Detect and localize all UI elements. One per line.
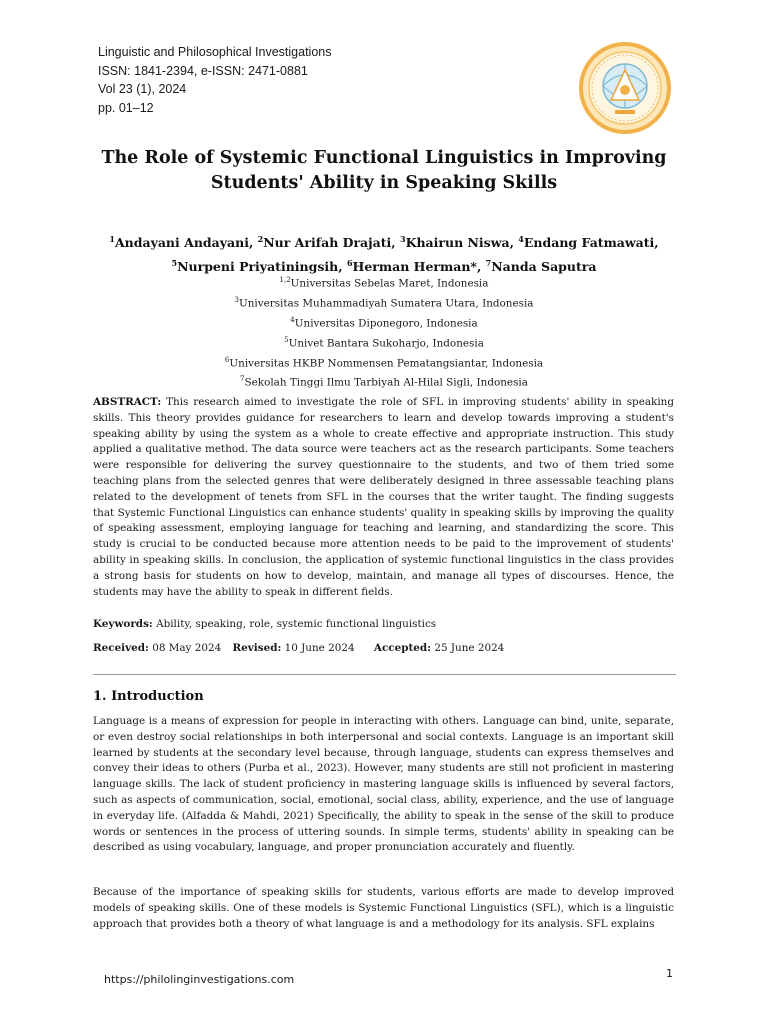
section-heading: 1. Introduction — [93, 689, 204, 704]
author-name: Nanda Saputra — [491, 259, 597, 275]
footer-url: https://philolinginvestigations.com — [104, 973, 295, 986]
journal-header — [98, 43, 331, 117]
keywords-text: Ability, speaking, role, systemic functional linguistics — [156, 618, 437, 630]
title-line-1: The Role of Systemic Functional Linguistics in Improving — [101, 148, 667, 168]
article-dates — [93, 640, 674, 656]
author-sup: 2 — [257, 234, 264, 244]
affiliation-item — [60, 312, 708, 332]
affiliation-sup: 1,2 — [279, 276, 291, 284]
revised-label: Revised: — [232, 642, 282, 654]
page-number: 1 — [666, 967, 673, 980]
affiliation-item — [60, 292, 708, 312]
affiliation-text: Universitas Muhammadiyah Sumatera Utara, Indonesia — [238, 297, 534, 310]
received-label: Received: — [93, 642, 149, 654]
author-sup: 5 — [171, 258, 178, 269]
affiliation-text: Sekolah Tinggi Ilmu Tarbiyah Al-Hilal Sigli, Indonesia — [244, 376, 528, 389]
keywords-label: Keywords: — [93, 618, 153, 630]
author-sup: 4 — [518, 234, 524, 244]
affiliation-sup: 6 — [224, 355, 230, 364]
affiliation-sup: 3 — [234, 295, 239, 304]
received-date: 08 May 2024 — [152, 642, 222, 654]
author-name: Herman Herman*, — [352, 259, 482, 275]
author-name: Andayani Andayani, — [114, 235, 254, 251]
abstract — [93, 395, 674, 600]
affiliation-text: Universitas Sebelas Maret, Indonesia — [290, 277, 489, 290]
affiliation-sup: 5 — [284, 335, 289, 344]
affiliation-item — [60, 352, 708, 372]
affiliation-item — [60, 272, 708, 292]
author-sup: 1 — [109, 234, 115, 244]
author-list — [60, 229, 708, 277]
journal-seal-icon — [577, 40, 673, 136]
body-paragraph-1: Language is a means of expression for people in interacting with others. Language can bind, unite, separate, or even destroy social relationships in both interpersonal and social contexts. Language is an important skill learned by students at the secondary level because, through language, students can express themselves and convey their ideas to others (Purba et al., 2023). However, many students are still not proficient in mastering language skills. The lack of student proficiency in mastering language skills is influenced by several factors, such as aspects of communication, social, emotional, social class, ability, experience, and the use of language in everyday life. (Alfadda & Mahdi, 2021) Specifically, the ability to speak in the sense of the skill to produce words or sentences in the process of uttering sounds. In simple terms, students' ability in speaking can be described as using vocabulary, language, and proper pronunciation accurately and fluently. — [93, 715, 674, 854]
journal-issn: ISSN: 1841-2394, e-ISSN: 2471-0881 — [98, 63, 308, 78]
journal-pages: pp. 01–12 — [98, 100, 154, 115]
affiliation-item — [60, 371, 708, 391]
paper-title — [60, 146, 708, 196]
affiliation-text: Univet Bantara Sukoharjo, Indonesia — [288, 337, 484, 350]
journal-name: Linguistic and Philosophical Investigations — [98, 45, 332, 59]
journal-volume: Vol 23 (1), 2024 — [98, 82, 187, 96]
section-divider — [93, 674, 676, 675]
author-name: Nurpeni Priyatiningsih, — [177, 259, 343, 275]
author-line-1 — [60, 229, 708, 253]
author-sup: 6 — [346, 258, 353, 269]
abstract-text: This research aimed to investigate the role of SFL in improving students' ability in speaking skills. This theory provides guidance for researchers to learn and develop towards improving a student's speaking ability by using the system as a whole to create effective and appropriate instruction. This study applied a qualitative method. The data source were teachers act as the research participants. Some teachers were responsible for delivering the survey questionnaire to the students, and two of them tried some teaching plans from the selected genres that were deliberately designed in three assessable teaching plans related to the development of tenets from SFL in the courses that the writer taught. The finding suggests that Systemic Functional Linguistics can enhance students' quality in speaking skills by improving the quality of speaking assessment, employing language for teaching and learning, and standardizing the score. This study is crucial to be conducted because more attention needs to be paid to the improvement of students' ability in speaking skills. In conclusion, the application of systemic functional linguistics in the class provides a strong basis for students on how to develop, maintain, and manage all types of discourses. Hence, the students may have the ability to speak in different fields. — [93, 396, 675, 598]
affiliation-sup: 7 — [240, 375, 245, 384]
author-name: Khairun Niswa, — [405, 235, 514, 251]
abstract-label: ABSTRACT: — [93, 396, 162, 408]
accepted-label: Accepted: — [373, 642, 432, 654]
keywords — [93, 616, 674, 632]
accepted-date: 25 June 2024 — [434, 642, 505, 654]
author-sup: 3 — [400, 234, 406, 244]
affiliation-list — [60, 272, 708, 391]
author-name: Endang Fatmawati, — [523, 235, 659, 251]
affiliation-text: Universitas Diponegoro, Indonesia — [294, 317, 478, 330]
revised-date: 10 June 2024 — [284, 642, 355, 654]
affiliation-text: Universitas HKBP Nommensen Pematangsiantar, Indonesia — [229, 356, 544, 369]
affiliation-item — [60, 332, 708, 352]
author-sup: 7 — [485, 258, 492, 269]
affiliation-sup: 4 — [290, 315, 295, 324]
title-line-2: Students' Ability in Speaking Skills — [210, 173, 558, 193]
body-paragraph-2: Because of the importance of speaking skills for students, various efforts are made to develop improved models of speaking skills. One of these models is Systemic Functional Linguistics (SFL), which is a linguistic approach that provides both a theory of what language is and a methodology for its analysis. SFL explains — [93, 886, 674, 930]
author-name: Nur Arifah Drajati, — [263, 235, 396, 251]
